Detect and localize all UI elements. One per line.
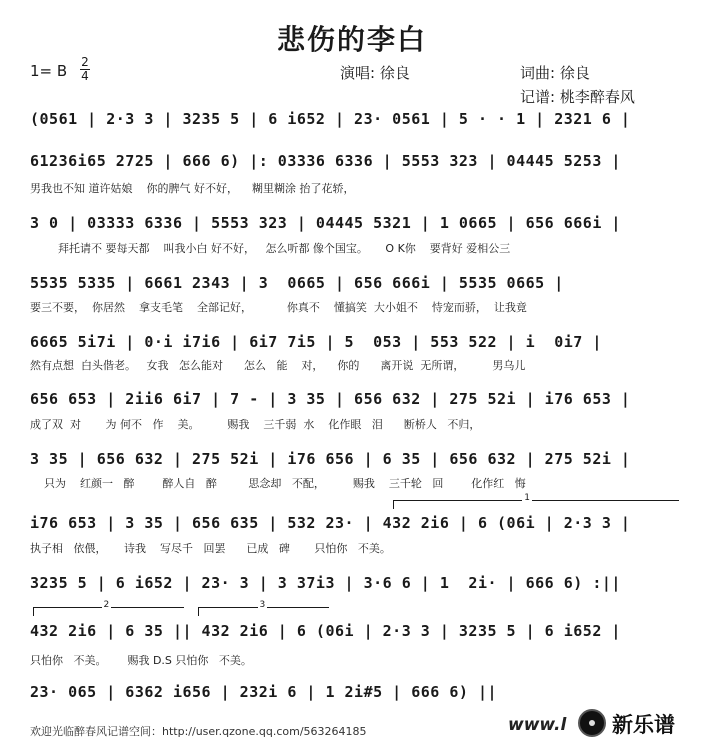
lyric-line-6: 成了双 对 为 何不 作 美。 赐我 三千弱 水 化作眼 泪 断桥人 不归， bbox=[30, 418, 481, 431]
score-line-6: 656 653 | 2ii6 6i7 | 7 - | 3 35 | 656 632 | 275 52i | i76 653 | bbox=[30, 390, 631, 408]
lyric-line-10: 只怕你 不美。 赐我 D.S 只怕你 不美。 bbox=[30, 654, 252, 667]
volta-bracket-3 bbox=[198, 600, 329, 616]
score-line-5: 6665 5i7i | 0·i i7i6 | 6i7 7i5 | 5 053 | 553 522 | i 0i7 | bbox=[30, 333, 602, 351]
score-line-7: 3 35 | 656 632 | 275 52i | i76 656 | 6 35 | 656 632 | 275 52i | bbox=[30, 450, 631, 468]
volta-bracket-2 bbox=[33, 600, 184, 616]
score-line-3: 3 0 | 03333 6336 | 5553 323 | 04445 5321 | 1 0665 | 656 666i | bbox=[30, 214, 621, 232]
meter-top: 2 bbox=[81, 55, 89, 69]
lyric-line-3: 拜托请不 要每天都 叫我小白 好不好， 怎么听都 像个国宝。 O K你 要背好 爱相公三 bbox=[30, 242, 511, 255]
time-signature bbox=[80, 57, 90, 82]
footer-credit: 欢迎光临醉春风记谱空间：http://user.qzone.qq.com/563264185 bbox=[30, 725, 367, 738]
score-line-4: 5535 5335 | 6661 2343 | 3 0665 | 656 666i | 5535 0665 | bbox=[30, 274, 564, 292]
composer-credit: 词曲: 徐良 bbox=[520, 64, 590, 82]
volta-bracket-1 bbox=[393, 493, 679, 509]
score-line-11: 23· 065 | 6362 i656 | 232i 6 | 1 2i#5 | 666 6) || bbox=[30, 683, 498, 701]
lyric-line-2: 男我也不知 道许姑娘 你的脾气 好不好， 糊里糊涂 抬了花轿， bbox=[30, 182, 355, 195]
score-line-10: 432 2i6 | 6 35 || 432 2i6 | 6 (06i | 2·3 3 | 3235 5 | 6 i652 | bbox=[30, 622, 621, 640]
meter-bottom: 4 bbox=[81, 69, 89, 83]
lyric-line-4: 要三不要， 你居然 拿支毛笔 全部记好， 你真不 懂搞笑 大小姐不 恃宠而骄， 让我竟 bbox=[30, 301, 527, 314]
score-line-2: 61236i65 2725 | 666 6) |: 03336 6336 | 5553 323 | 04445 5253 | bbox=[30, 152, 621, 170]
score-line-8: i76 653 | 3 35 | 656 635 | 532 23· | 432 2i6 | 6 (06i | 2·3 3 | bbox=[30, 514, 631, 532]
volta-3-label: 3 bbox=[259, 600, 266, 610]
score-line-1: (0561 | 2·3 3 | 3235 5 | 6 i652 | 23· 0561 | 5 · · 1 | 2321 6 | bbox=[30, 110, 631, 128]
singer-credit: 演唱: 徐良 bbox=[340, 64, 410, 82]
volta-2-label: 2 bbox=[103, 600, 110, 610]
volta-1-label: 1 bbox=[524, 493, 530, 503]
song-title: 悲伤的李白 bbox=[276, 23, 427, 56]
disc-logo-icon bbox=[578, 709, 606, 737]
brand-site-text: www.l bbox=[508, 715, 567, 735]
lyric-line-7: 只为 红颜一 醉 醉人自 醉 思念却 不配， 赐我 三千轮 回 化作红 悔 bbox=[30, 477, 526, 490]
lyric-line-8: 执子相 依偎， 诗我 写尽千 回罢 已成 碑 只怕你 不美。 bbox=[30, 542, 391, 555]
brand-name: 新乐谱 bbox=[612, 713, 675, 737]
key-signature: 1= B bbox=[30, 62, 68, 80]
score-line-9: 3235 5 | 6 i652 | 23· 3 | 3 37i3 | 3·6 6 | 1 2i· | 666 6) :|| bbox=[30, 574, 621, 592]
lyric-line-5: 然有点想 白头偕老。 女我 怎么能对 怎么 能 对， 你的 离开说 无所谓， 男乌儿 bbox=[30, 359, 526, 372]
transcriber-credit: 记谱: 桃李醉春风 bbox=[520, 88, 635, 106]
